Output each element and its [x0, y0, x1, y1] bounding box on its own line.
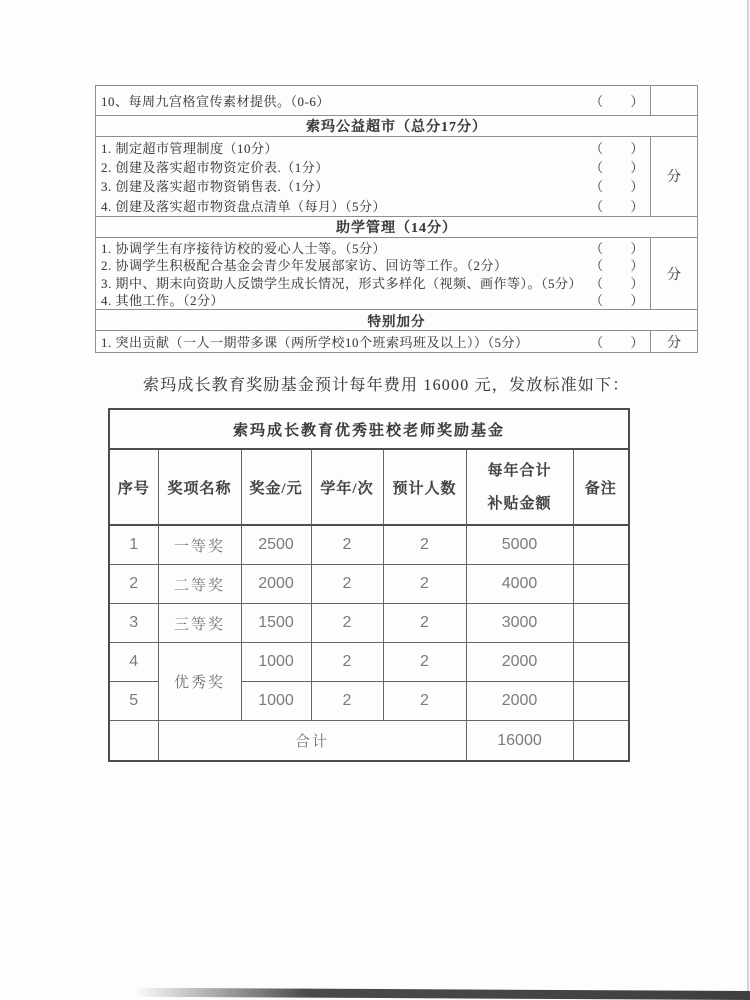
score-item: [96, 196, 650, 215]
score-box: （ ）: [589, 198, 644, 214]
score-item: [96, 332, 650, 351]
score-unit-cell: 分: [651, 237, 698, 310]
section-title: 助学管理（14分）: [96, 216, 698, 237]
score-unit-cell: 分: [651, 331, 698, 353]
score-item: [96, 138, 650, 157]
cell-per-year: 2: [311, 604, 383, 643]
cell-people: 2: [383, 682, 466, 721]
section-header-special-bonus: [96, 310, 698, 331]
cell-total: 5000: [466, 525, 573, 565]
score-item-text: 2. 创建及落实超市物资定价表.（1分）: [101, 160, 329, 176]
score-item-text: 1. 制定超市管理制度（10分）: [101, 141, 279, 157]
score-box: （ ）: [589, 275, 644, 291]
cell-per-year: 2: [311, 565, 383, 604]
cell-no: 2: [109, 565, 158, 604]
cell-people: 2: [383, 565, 466, 604]
header-people: 预计人数: [383, 449, 466, 525]
scan-edge-bottom: [134, 988, 750, 1000]
cell-no: 4: [109, 643, 158, 682]
award-row-3: [109, 604, 629, 643]
header-no: 序号: [109, 449, 158, 525]
cell-total: 3000: [466, 604, 573, 643]
cell-amount: 1000: [241, 643, 311, 682]
section-body-special-bonus: [96, 331, 698, 353]
cell-no: 3: [109, 604, 158, 643]
section-title: 特别加分: [96, 310, 698, 331]
cell-per-year: 2: [311, 643, 383, 682]
award-row-2: [109, 565, 629, 604]
cell-award-name-merged: 优秀奖: [158, 643, 241, 721]
total-value: 16000: [466, 721, 573, 762]
section-body-student-aid: [96, 237, 698, 310]
award-row-4: [109, 643, 629, 682]
cell-note: [573, 604, 629, 643]
section-body-supermarket: [96, 137, 698, 217]
cell-award-name: 二等奖: [158, 565, 241, 604]
cell-total: 4000: [466, 565, 573, 604]
score-item-text: 4. 创建及落实超市物资盘点清单（每月）（5分）: [101, 198, 387, 214]
cell-total: 2000: [466, 643, 573, 682]
scan-edge-right: [747, 0, 749, 996]
cell-note: [573, 682, 629, 721]
header-amount: 奖金/元: [241, 449, 311, 525]
cell-note: [573, 643, 629, 682]
score-unit-cell: 分: [651, 137, 698, 217]
cell-total: 2000: [466, 682, 573, 721]
score-item: [96, 291, 650, 308]
score-item: [96, 239, 650, 256]
score-box: （ ）: [589, 94, 644, 109]
award-total-row: [109, 721, 629, 762]
cell-amount: 2500: [241, 525, 311, 565]
score-box: （ ）: [589, 160, 644, 176]
header-annual-total: 每年合计 补贴金额: [466, 449, 573, 525]
header-note: 备注: [573, 449, 629, 525]
cell-note: [573, 565, 629, 604]
score-item-text: 3. 创建及落实超市物资销售表.（1分）: [101, 179, 329, 195]
score-item-text: 4. 其他工作。（2分）: [101, 293, 225, 309]
score-box: （ ）: [589, 141, 644, 157]
cell-people: 2: [383, 604, 466, 643]
section-title: 索玛公益超市（总分17分）: [96, 116, 698, 137]
cell-per-year: 2: [311, 525, 383, 565]
cell-note: [573, 525, 629, 565]
cell-people: 2: [383, 525, 466, 565]
cell-amount: 1000: [241, 682, 311, 721]
header-per-year: 学年/次: [311, 449, 383, 525]
section-header-student-aid: [96, 216, 698, 237]
header-award-name: 奖项名称: [158, 449, 241, 525]
cell-per-year: 2: [311, 682, 383, 721]
cell-award-name: 一等奖: [158, 525, 241, 565]
score-item: [96, 87, 650, 114]
score-box: （ ）: [589, 335, 644, 351]
score-item-text: 1. 协调学生有序接待访校的爱心人士等。（5分）: [101, 240, 387, 256]
cell-note: [573, 721, 629, 762]
score-row-weekly-material: [96, 86, 698, 116]
total-label: 合计: [158, 721, 466, 762]
score-item-text: 3. 期中、期末向资助人反馈学生成长情况，形式多样化（视频、画作等）。（5分）: [101, 275, 583, 291]
award-table-header-row: [109, 449, 629, 525]
cell-amount: 1500: [241, 604, 311, 643]
score-item: [96, 256, 650, 273]
score-item-text: 10、每周九宫格宣传素材提供。（0-6）: [101, 94, 330, 109]
cell-award-name: 三等奖: [158, 604, 241, 643]
cell-no: 1: [109, 525, 158, 565]
score-item: [96, 176, 650, 195]
score-value-cell: [651, 86, 698, 116]
score-item: [96, 157, 650, 176]
score-box: （ ）: [589, 293, 644, 309]
score-box: （ ）: [589, 258, 644, 274]
cell-no: 5: [109, 682, 158, 721]
score-box: （ ）: [589, 179, 644, 195]
score-box: （ ）: [589, 240, 644, 256]
cell-no-empty: [109, 721, 158, 762]
fund-description-paragraph: 索玛成长教育奖励基金预计每年费用 16000 元，发放标准如下：: [143, 377, 630, 394]
cell-amount: 2000: [241, 565, 311, 604]
score-item-text: 2. 协调学生积极配合基金会青少年发展部家访、回访等工作。（2分）: [101, 258, 508, 274]
score-item: [96, 274, 650, 291]
score-sheet-table: [95, 85, 698, 353]
award-fund-table: [108, 408, 630, 762]
award-table-title: 索玛成长教育优秀驻校老师奖励基金: [109, 409, 629, 449]
award-row-1: [109, 525, 629, 565]
section-header-supermarket: [96, 116, 698, 137]
score-item-text: 1. 突出贡献（一人一期带多课（两所学校10个班索玛班及以上））（5分）: [101, 335, 529, 351]
cell-people: 2: [383, 643, 466, 682]
award-table-title-row: [109, 409, 629, 449]
